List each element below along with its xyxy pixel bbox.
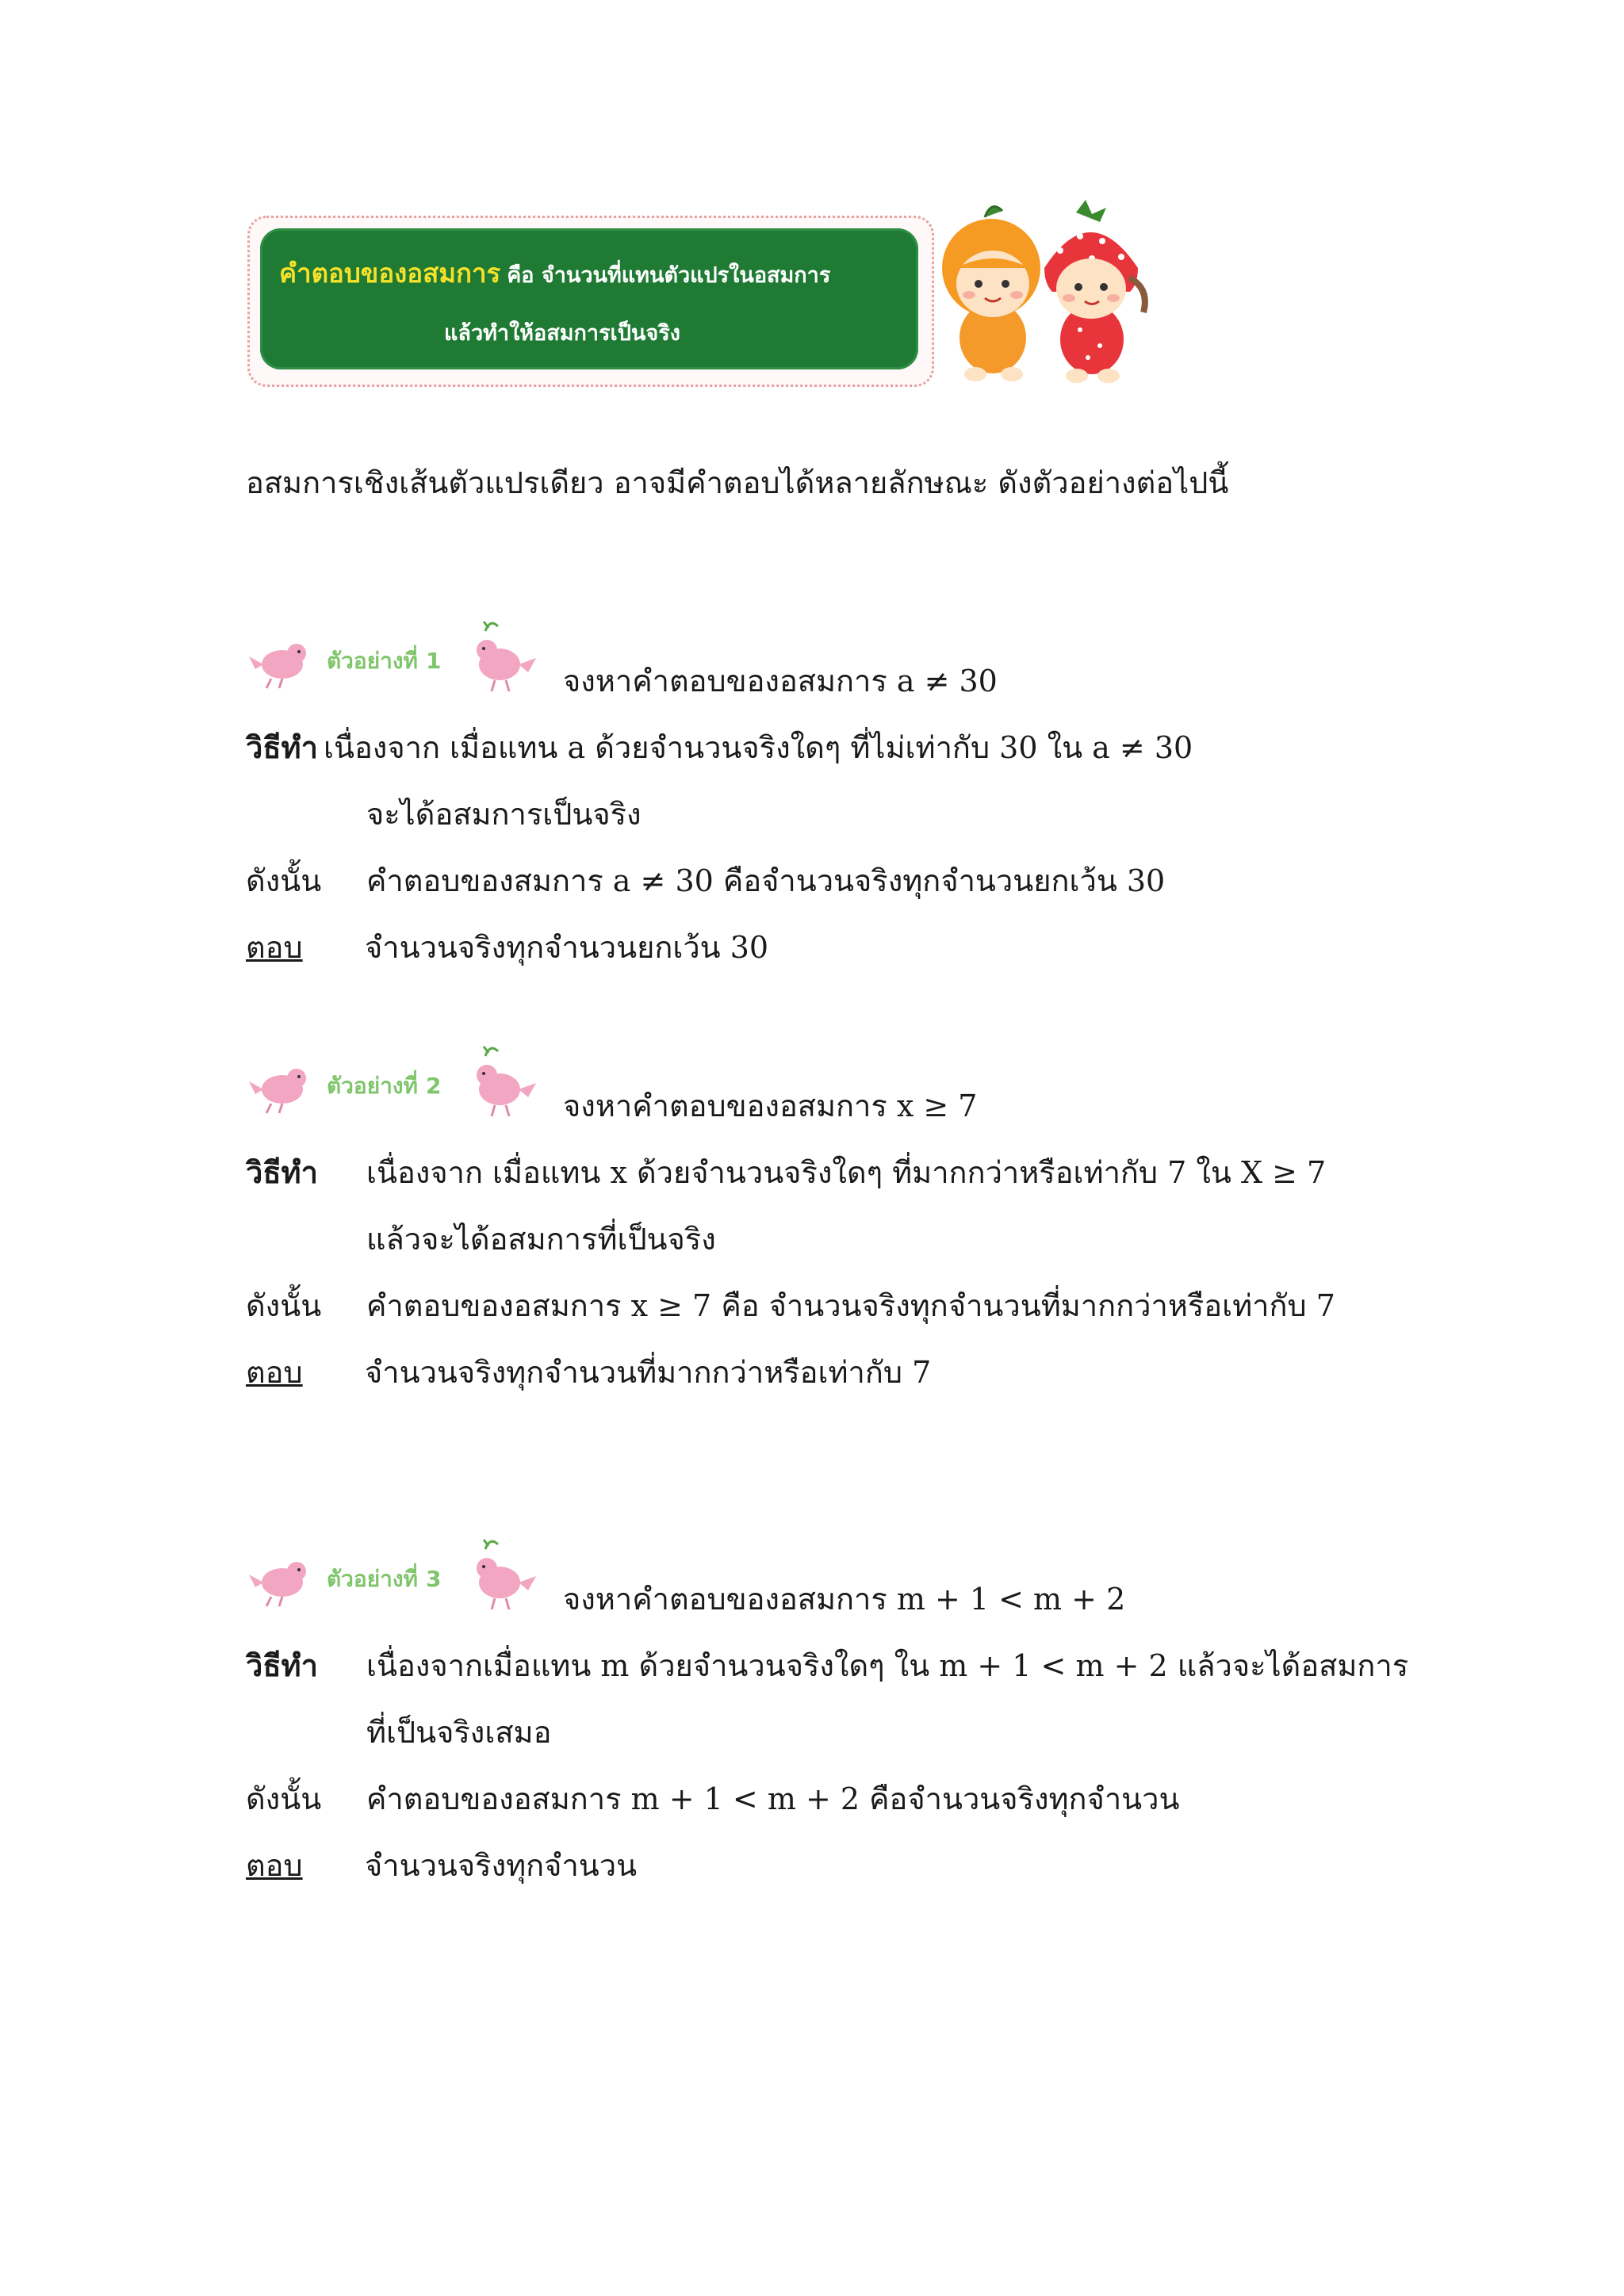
example-2-therefore-text: คำตอบของอสมการ x ≥ 7 คือ จำนวนจริงทุกจำนวนที่มากกว่าหรือเท่ากับ 7 <box>366 1288 1335 1323</box>
example-number: 2 <box>425 1073 442 1099</box>
example-1-answer-label: ตอบ <box>246 930 303 965</box>
example-1-title <box>327 644 441 679</box>
example-3-label <box>247 1535 541 1622</box>
example-3-title <box>327 1562 441 1597</box>
example-number: 3 <box>425 1566 442 1592</box>
example-3-method-line-2: ที่เป็นจริงเสมอ <box>366 1715 552 1750</box>
bird-icon <box>247 1552 311 1608</box>
example-2-method-label: วิธีทำ <box>246 1154 318 1190</box>
example-3-method-line-1: เนื่องจากเมื่อแทน m ด้วยจำนวนจริงใดๆ ใน m + 1 < m + 2 แล้วจะได้อสมการ <box>366 1648 1409 1683</box>
bird-icon <box>468 1042 539 1121</box>
bird-icon <box>468 1535 539 1614</box>
banner-line-2: แล้วทำให้อสมการเป็นจริง <box>444 321 680 346</box>
example-3-answer-label: ตอบ <box>246 1848 303 1883</box>
banner-line-1 <box>279 252 830 294</box>
banner-definition: คือ จำนวนที่แทนตัวแปรในอสมการ <box>507 263 831 288</box>
example-2-title <box>327 1069 441 1104</box>
example-2-label <box>247 1042 541 1129</box>
example-2-problem: จงหาคำตอบของอสมการ x ≥ 7 <box>563 1089 978 1123</box>
example-1-therefore-label: ดังนั้น <box>246 863 322 898</box>
example-1-method-line-2: จะได้อสมการเป็นจริง <box>366 797 642 832</box>
example-2-answer-label: ตอบ <box>246 1355 303 1390</box>
example-number: 1 <box>425 648 442 674</box>
strawberry-kid-icon <box>1044 200 1145 383</box>
example-1-therefore-text: คำตอบของสมการ a ≠ 30 คือจำนวนจริงทุกจำนวนยกเว้น 30 <box>366 863 1166 898</box>
example-1-answer-text: จำนวนจริงทุกจำนวนยกเว้น 30 <box>365 930 769 965</box>
example-1-method-label: วิธีทำ <box>246 729 318 765</box>
example-3-therefore-text: คำตอบของอสมการ m + 1 < m + 2 คือจำนวนจริงทุกจำนวน <box>366 1781 1180 1816</box>
example-2-answer-text: จำนวนจริงทุกจำนวนที่มากกว่าหรือเท่ากับ 7 <box>365 1355 932 1390</box>
example-2-therefore-label: ดังนั้น <box>246 1288 322 1323</box>
example-1-label <box>247 617 541 704</box>
banner-heading: คำตอบของอสมการ <box>279 258 501 289</box>
example-3-answer-text: จำนวนจริงทุกจำนวน <box>365 1848 638 1883</box>
example-1-method-line-1: เนื่องจาก เมื่อแทน a ด้วยจำนวนจริงใดๆ ที่ไม่เท่ากับ 30 ใน a ≠ 30 <box>324 730 1193 765</box>
example-2-method-line-2: แล้วจะได้อสมการที่เป็นจริง <box>366 1222 716 1257</box>
orange-kid-icon <box>942 207 1040 381</box>
bird-icon <box>247 634 311 690</box>
intro-text: อสมการเชิงเส้นตัวแปรเดียว อาจมีคำตอบได้หลายลักษณะ ดังตัวอย่างต่อไปนี้ <box>246 465 1229 500</box>
fruit-kids-illustration <box>929 195 1159 385</box>
example-label-text: ตัวอย่างที่ <box>327 1073 418 1099</box>
example-3-method-label: วิธีทำ <box>246 1647 318 1683</box>
example-1-problem: จงหาคำตอบของอสมการ a ≠ 30 <box>563 664 998 698</box>
bird-icon <box>247 1059 311 1115</box>
example-label-text: ตัวอย่างที่ <box>327 1566 418 1592</box>
example-3-therefore-label: ดังนั้น <box>246 1781 322 1816</box>
example-2-method-line-1: เนื่องจาก เมื่อแทน x ด้วยจำนวนจริงใดๆ ที่มากกว่าหรือเท่ากับ 7 ใน X ≥ 7 <box>366 1155 1327 1190</box>
example-3-problem: จงหาคำตอบของอสมการ m + 1 < m + 2 <box>563 1582 1126 1617</box>
bird-icon <box>468 617 539 696</box>
example-label-text: ตัวอย่างที่ <box>327 648 418 674</box>
